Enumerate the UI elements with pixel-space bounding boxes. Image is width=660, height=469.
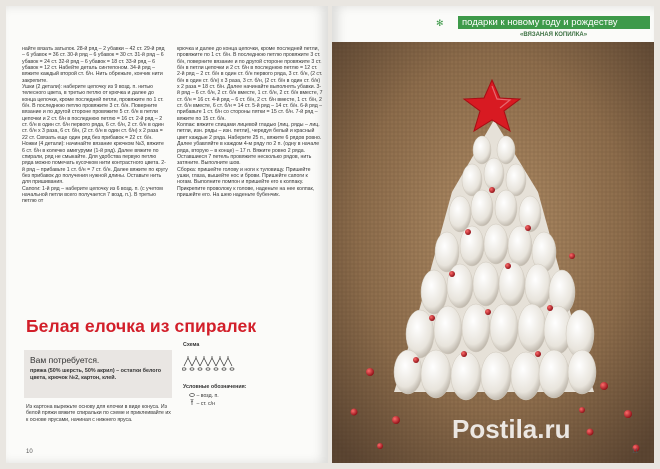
- double-crochet-symbol-icon: [189, 399, 195, 405]
- materials-title: Вам потребуется.: [30, 355, 100, 365]
- crochet-scheme: [182, 352, 242, 374]
- page-number-right: 11: [632, 449, 639, 455]
- legend-item-chain: – возд. п.: [189, 393, 219, 399]
- section-subtitle: «ВЯЗАНАЯ КОПИЛКА»: [520, 32, 588, 38]
- left-page: [6, 6, 328, 463]
- legend-title: Условные обозначения:: [183, 384, 247, 390]
- section-header: [458, 16, 650, 29]
- text-column-1: найте вязать затылок. 28-й ряд – 2 убавки – 42 ст. 29-й ряд – 6 убавок = 36 ст. 30-й ряд – 6 убавок = 30 ст. 31-й ряд – 6 убавок = 24 ст. 32-й ряд – 6 убавок = 18 ст. 33-й ряд – 6 убавок = 12 ст. Набейте деталь синтепоном. 34-й ряд – вяжите каждый второй ст. б/н. Нить обрежьте, кончик нити закрепите. Ушки (2 детали): наберите цепочку из 9 возд. п. нитью телесного цвета, в третью петлю от крючка и далее до конца цепочки, кроме последней петли, провяжите по 1 ст. б/н. В последнюю петлю провяжите 3 ст. б/н. Поверните вязание и по другой стороне провяжите 5 ст. б/н в петли цепочки и 2 ст. б/н в последнюю петлю = 16 ст. 2-й ряд – 2 ст. б/н в один ст. б/н первого ряда, 6 ст. б/н, 2 ст. б/н в один ст. б/н x 3 раза, 6 ст. б/н, (2 ст. б/н в один ст. б/н) x 2 раза = 22 ст. Связать еще один ряд без прибавок = 22 ст. б/н. Ножки (4 детали): начинайте вязание крючком №3, вяжите 6 ст. б/н в колечко амигуруми (1-й ряд). Далее вяжите по спирали, ряд не смыкайте. Для удобства первую петлю ряда можно помечать кусочком нити контрастного цвета. 2-й ряд – прибавьте 1 ст. б/н = 7 ст. б/н. Далее вяжите по кругу без прибавок до получения нужной длины. Оставьте нить для пришивания. Сапоги: 1-й ряд – наберите цепочку из 6 возд. п. (с учетом начальной петли всего получается 7 возд. п.). В третью петлю от: [22, 46, 168, 205]
- section-title: подарки к новому году и рождеству: [462, 17, 618, 28]
- article-headline: Белая елочка из спиралек: [26, 316, 257, 336]
- tree-photo: [332, 42, 654, 463]
- text-column-2: крючка и далее до конца цепочки, кроме последней петли, провяжите по 1 ст. б/н. В последнюю петлю провяжите 3 ст. б/н, поверните вязание и по другой стороне провяжите 3 ст. б/н в петли цепочки и 2 ст. б/н в последнюю петлю = 12 ст. 2-й ряд – 2 ст. б/н в один ст. б/н первого ряда, 3 ст. б/н, (2 ст. б/н в один ст. б/н) x 3 раза, 3 ст. б/н, (2 ст. б/н в один ст. б/н) x 2 раза = 18 ст. б/н. Далее начинайте выполнять убавки. 3-й ряд – 6 ст. б/н, 2 ст. б/н вместе, 1 ст. б/н, 2 ст. б/н вместе, 7 ст. б/н = 16 ст. 4-й ряд – 6 ст. б/н, 2 ст. б/н вместе, 1 ст. б/н, 2 ст. б/н вместе, 6 ст. б/н = 14 ст. 5-й ряд – 14 ст. б/н. 6-й ряд – прибавьте 1 ст. б/н со стороны пятки = 15 ст. б/н. 7-й ряд – вяжите по 15 ст. б/н. Колпак: вяжите спицами лицевой гладью (лиц. ряды – лиц. петли, изн. ряды – изн. петли), чередуя белый и красный цвет каждые 2 ряда. Наберите 25 п., вяжите 6 рядов ровно. Далее убавляйте в каждом 4-м ряду по 2 п. (одну в начале ряда, вторую – в конце) – 17 п. Вяжите ровно 2 ряда. Оставшиеся 7 петель провяжите несколько рядов, нить затяните. Выполните шов. Сборка: пришейте голову и ноги к туловищу. Пришейте ушки, глаза, вышейте нос и брови. Пришейте сапоги к ногам. Выполните помпон и пришейте его к колпаку. Прикрепите проволоку к голове, наденьте на нее колпак, пришейте его. На шею наденьте бубенчик.: [177, 46, 323, 198]
- legend: [189, 393, 219, 408]
- chain-symbol-icon: [189, 393, 195, 397]
- scheme-symbols: [182, 356, 234, 370]
- page-number-left: 10: [26, 449, 33, 455]
- right-page: [332, 6, 654, 463]
- scheme-title: Схема: [183, 342, 200, 348]
- watermark: Postila.ru: [452, 414, 571, 444]
- intro-text: Из картона вырежьте основу для елочки в виде конуса. Из белой пряжи вяжите спиральки по схеме и приклеивайте их к основе ярусами, начиная с нижнего яруса.: [26, 404, 171, 423]
- snowflake-icon: ✻: [436, 18, 444, 28]
- legend-item-dc: – ст. с/н: [189, 399, 219, 407]
- materials-box: [24, 350, 172, 398]
- materials-text: пряжа (50% шерсть, 50% акрил) – остатки белого цвета, крючок №2, картон, клей.: [30, 368, 162, 381]
